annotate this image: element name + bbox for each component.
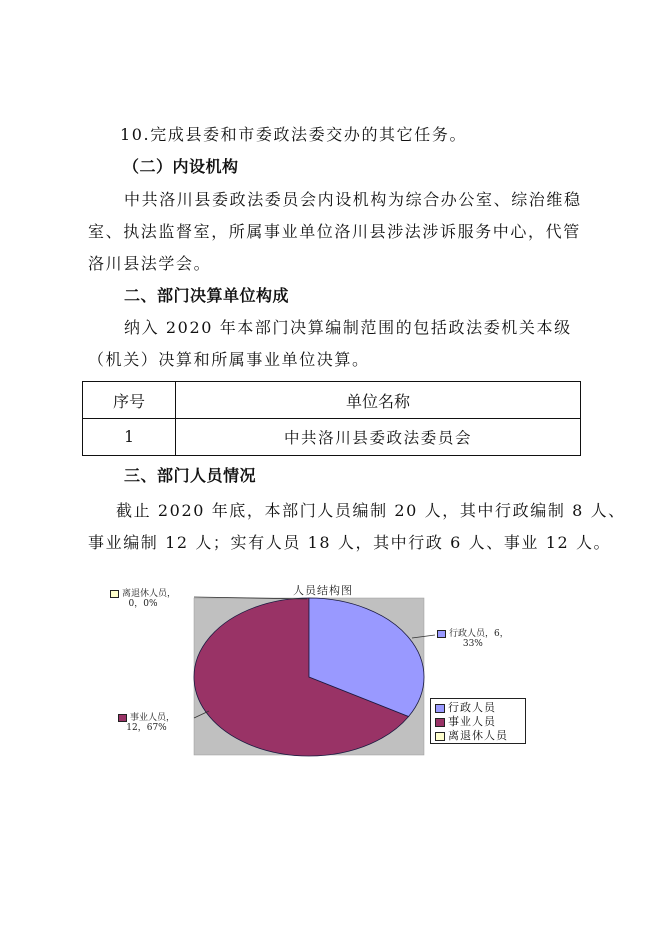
heading-internal-structure: （二）内设机构: [123, 157, 239, 176]
data-label-lituixiu: 离退休人员， 0，0%: [110, 589, 176, 609]
table-cell-unit-name: 中共洛川县委政法委员会: [176, 419, 581, 456]
table-header-unit-name: 单位名称: [176, 382, 581, 419]
data-label-shiye: 事业人员， 12，67%: [118, 713, 175, 733]
paragraph-staff-line-1: 截止 2020 年底，本部门人员编制 20 人，其中行政编制 8 人、: [116, 501, 626, 520]
paragraph-scope-line-1: 纳入 2020 年本部门决算编制范围的包括政法委机关本级: [124, 318, 572, 337]
paragraph-internal-line-3: 洛川县法学会。: [88, 254, 212, 273]
swatch-icon: [110, 590, 119, 598]
table-cell-seq: 1: [83, 419, 176, 456]
legend-swatch-icon: [435, 704, 445, 713]
legend-swatch-icon: [435, 732, 445, 741]
table-header-seq: 序号: [83, 382, 176, 419]
paragraph-item-10: 10.完成县委和市委政法委交办的其它任务。: [120, 125, 468, 144]
data-label-xingzheng: 行政人员，6， 33%: [437, 629, 509, 649]
paragraph-internal-line-2: 室、执法监督室，所属事业单位洛川县涉法涉诉服务中心，代管: [88, 222, 581, 241]
legend-swatch-icon: [435, 718, 445, 727]
paragraph-staff-line-2: 事业编制 12 人；实有人员 18 人，其中行政 6 人、事业 12 人。: [88, 533, 612, 552]
heading-section-2: 二、部门决算单位构成: [124, 286, 290, 305]
swatch-icon: [118, 714, 127, 722]
chart-title: 人员结构图: [293, 584, 353, 597]
legend-item-xingzheng: 行政人员: [435, 701, 521, 715]
paragraph-internal-line-1: 中共洛川县委政法委员会内设机构为综合办公室、综治维稳: [124, 190, 582, 209]
swatch-icon: [437, 630, 446, 638]
legend-item-lituixiu: 离退休人员: [435, 729, 521, 743]
chart-legend: [430, 698, 526, 744]
legend-item-shiye: 事业人员: [435, 715, 521, 729]
heading-section-3: 三、部门人员情况: [124, 466, 257, 485]
paragraph-scope-line-2: （机关）决算和所属事业单位决算。: [88, 350, 370, 369]
